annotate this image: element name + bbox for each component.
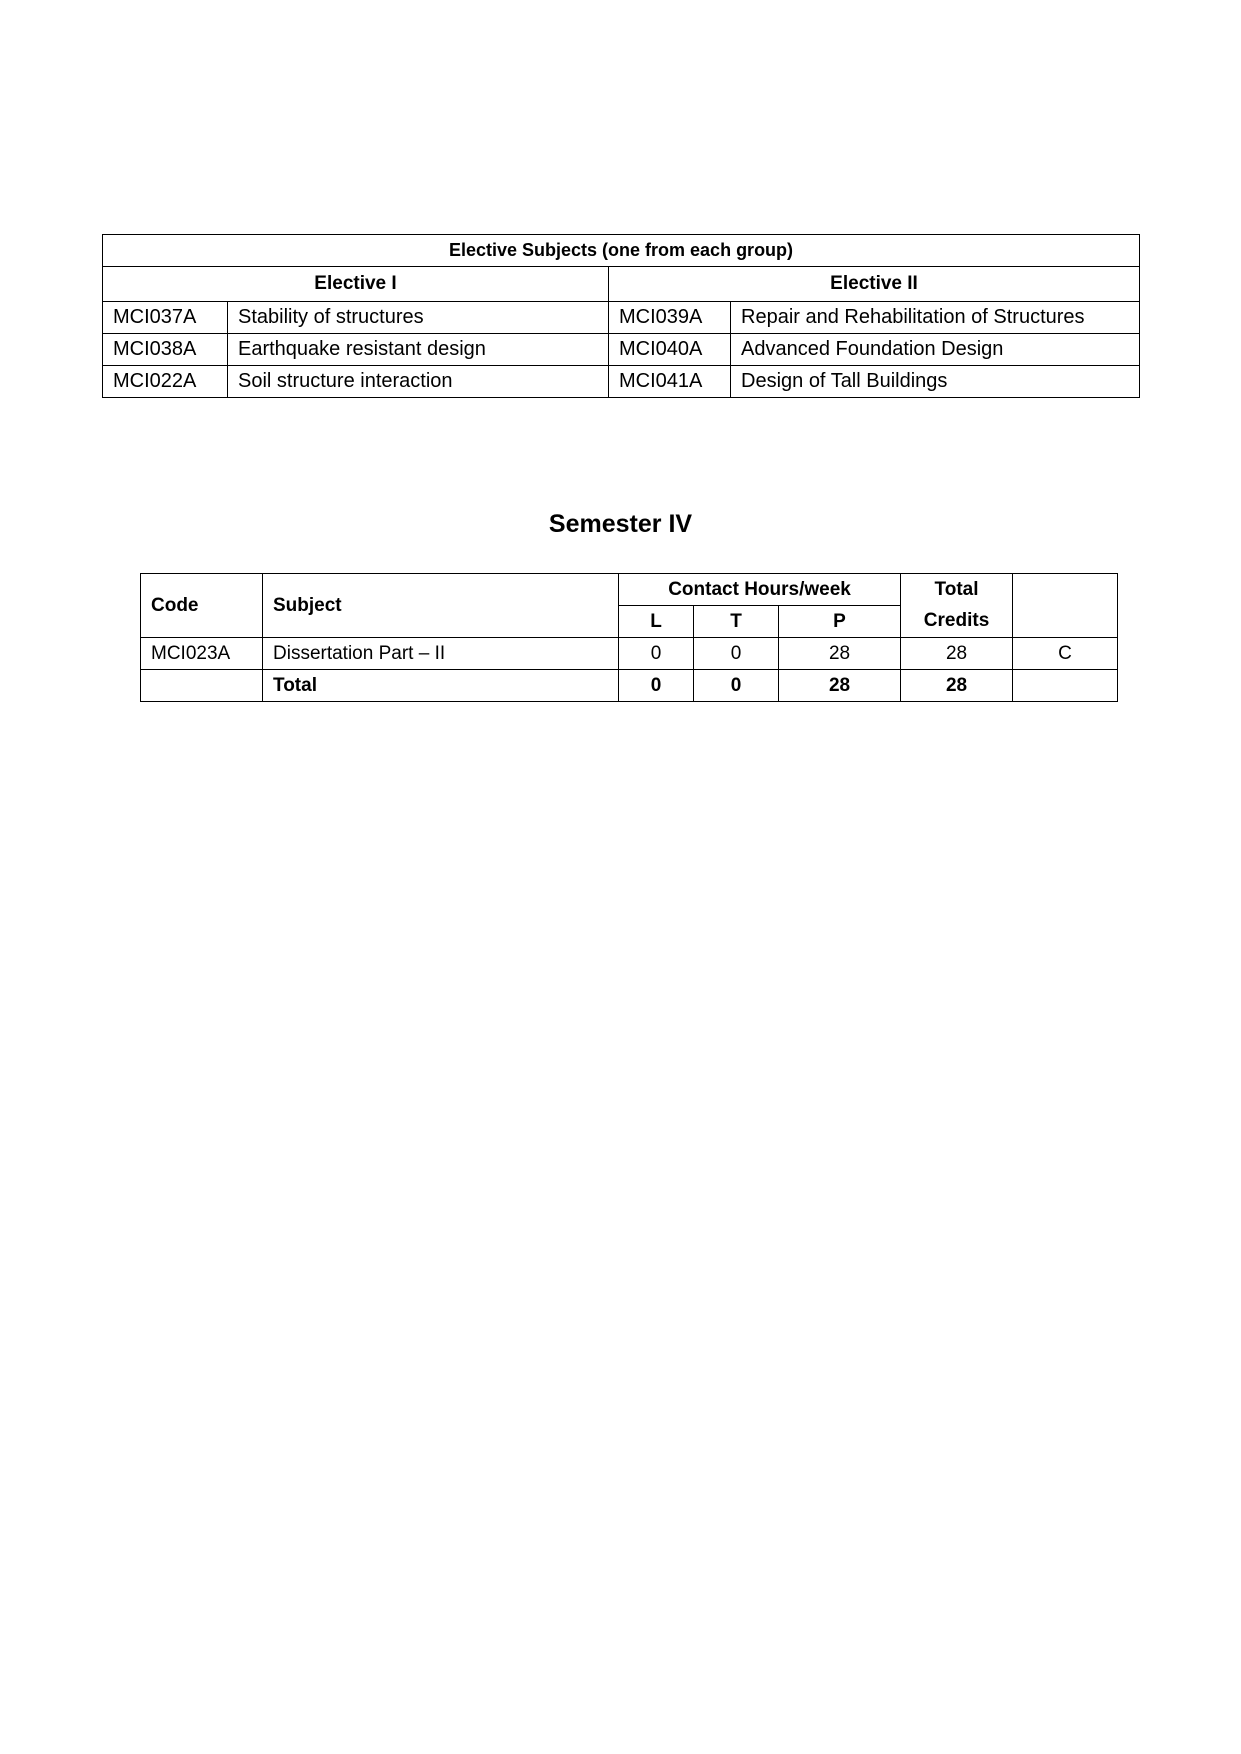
elective-2-subject: Repair and Rehabilitation of Structures — [731, 302, 1140, 334]
credits-header: Credits — [901, 606, 1013, 638]
course-credits: 28 — [901, 638, 1013, 670]
elective-group-1-header: Elective I — [103, 267, 609, 302]
total-label: Total — [263, 670, 619, 702]
t-header: T — [694, 606, 779, 638]
course-subject: Dissertation Part – II — [263, 638, 619, 670]
code-header: Code — [141, 574, 263, 638]
total-credits: 28 — [901, 670, 1013, 702]
subject-header: Subject — [263, 574, 619, 638]
elective-2-code: MCI041A — [609, 366, 731, 398]
table-row — [141, 638, 1118, 670]
semester-table — [140, 573, 1118, 702]
elective-1-code: MCI038A — [103, 334, 228, 366]
elective-group-2-header: Elective II — [609, 267, 1140, 302]
l-header: L — [619, 606, 694, 638]
course-p: 28 — [779, 638, 901, 670]
total-code — [141, 670, 263, 702]
elective-1-subject: Stability of structures — [228, 302, 609, 334]
elective-1-code: MCI022A — [103, 366, 228, 398]
p-header: P — [779, 606, 901, 638]
elective-1-subject: Earthquake resistant design — [228, 334, 609, 366]
total-row — [141, 670, 1118, 702]
semester-title: Semester IV — [548, 510, 693, 538]
course-t: 0 — [694, 638, 779, 670]
elective-1-subject: Soil structure interaction — [228, 366, 609, 398]
total-l: 0 — [619, 670, 694, 702]
total-header: Total — [901, 574, 1013, 606]
course-type: C — [1013, 638, 1118, 670]
type-header — [1013, 574, 1118, 638]
course-l: 0 — [619, 638, 694, 670]
elective-2-subject: Advanced Foundation Design — [731, 334, 1140, 366]
total-type — [1013, 670, 1118, 702]
elective-subjects-table — [102, 234, 1140, 398]
elective-2-subject: Design of Tall Buildings — [731, 366, 1140, 398]
course-code: MCI023A — [141, 638, 263, 670]
elective-table-title: Elective Subjects (one from each group) — [103, 235, 1140, 267]
elective-1-code: MCI037A — [103, 302, 228, 334]
total-p: 28 — [779, 670, 901, 702]
total-t: 0 — [694, 670, 779, 702]
elective-2-code: MCI039A — [609, 302, 731, 334]
table-row — [103, 366, 1140, 398]
table-row — [103, 334, 1140, 366]
elective-2-code: MCI040A — [609, 334, 731, 366]
table-row — [103, 302, 1140, 334]
contact-hours-header: Contact Hours/week — [619, 574, 901, 606]
